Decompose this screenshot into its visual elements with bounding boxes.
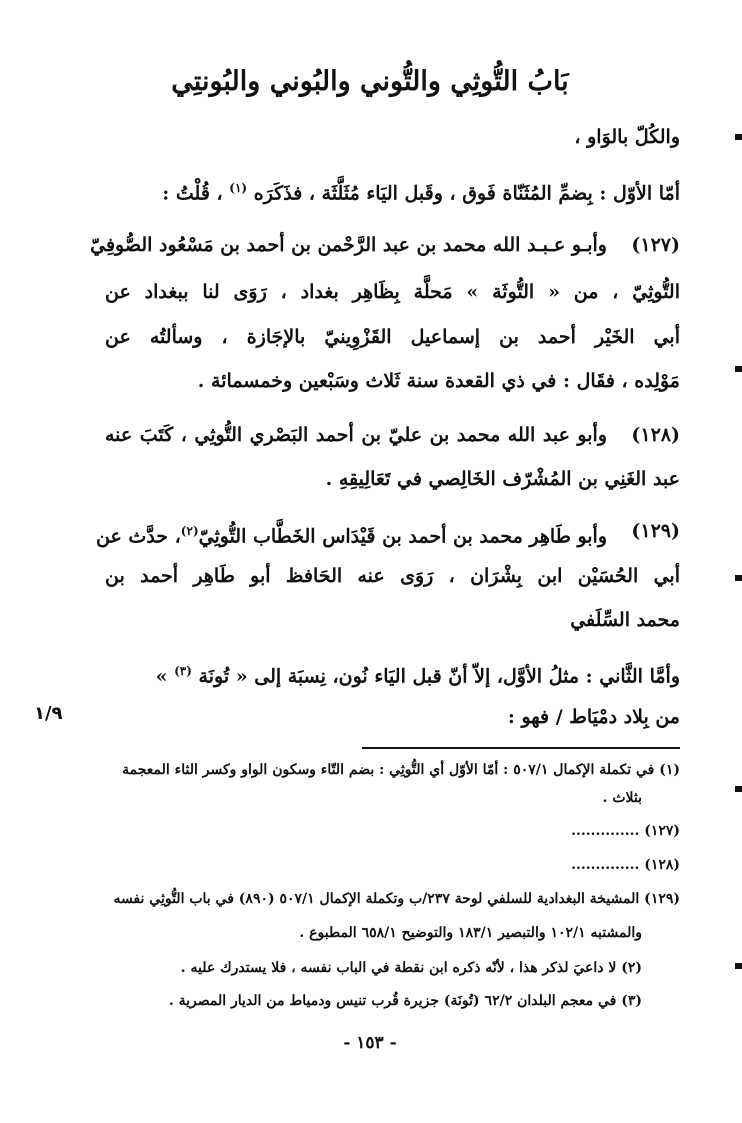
scan-edge-mark xyxy=(735,963,742,969)
entry-number: (١٢٨) xyxy=(631,424,680,446)
footnote-ref-2: (٢) xyxy=(180,524,199,538)
entry-line-end: ، حدَّث عن xyxy=(96,525,181,548)
entry-line: محمد السِّلَفي xyxy=(570,609,680,631)
page-number: - ١٥٣ - xyxy=(343,1033,397,1053)
second-heading-cont: من بِلاد دمْيَاط / فهو : xyxy=(507,706,680,728)
entry-number: (١٢٧) xyxy=(631,234,680,256)
scan-edge-mark xyxy=(735,366,742,372)
entry-line: أبي الخَيْر أحمد بن إسماعيل القَزْوِينيّ بالإجَازة ، وسألتُه عن xyxy=(105,326,680,348)
second-heading-text: وأمَّا الثَّاني : مثلُ الأوَّل، إلاّ أنّ قبل اليَاء نُون، نِسبَة إلى « تُونَة xyxy=(198,665,680,688)
entry-line xyxy=(96,516,607,551)
footnote-3: (٣) في معجم البلدان ٦٢/٢ (تُونَة) جزيرة قُرب تنيس ودمياط من الديار المصرية . xyxy=(168,993,642,1009)
entry-line: التُّوثِيّ ، من « التُّوثَة » مَحلَّة بِظَاهِر بغداد ، رَوَى لنا ببغداد عن xyxy=(105,281,680,303)
footnote-1: (١) في تكملة الإكمال ٥٠٧/١ : أمّا الأوّل أي التُّوثِي : بضم التّاء وسكون الواو وكسر الثاء المعجمة xyxy=(122,762,680,778)
chapter-title: بَابُ التُّوثِي والتُّوني والبُوني والبُونتِي xyxy=(171,66,569,97)
footnote-129: (١٢٩) المشيخة البغدادية للسلفي لوحة ٢٣٧/ب وتكملة الإكمال ٥٠٧/١ (٨٩٠) في باب التُّوثِي نفسه xyxy=(113,891,680,907)
footnote-1-cont: بثلاث . xyxy=(602,790,642,806)
first-heading-text: أمّا الأوّل : بِضمِّ المُثَنّاة فَوق ، وقَبل اليَاء مُثَلَّثَة ، فذَكَرَه xyxy=(253,182,680,205)
footnote-ref-3: (٣) xyxy=(174,664,192,678)
intro-line: والكُلّ بالوَاو ، xyxy=(574,126,680,148)
entry-line: وأبو عبد الله محمد بن عليّ بن أحمد البَصْري التُّوثِي ، كَتَبَ عنه xyxy=(105,424,607,446)
footnote-divider xyxy=(362,747,680,749)
entry-line: عبد الغَنِي بن المُشْرّف الخَالِصي في تَعَالِيقِهِ . xyxy=(325,468,680,490)
first-heading xyxy=(60,173,680,208)
scan-edge-mark xyxy=(735,786,742,792)
footnote-127: (١٢٧) .............. xyxy=(571,823,680,839)
scan-edge-mark xyxy=(735,575,742,581)
first-heading-end: ، قُلْتُ : xyxy=(162,182,223,205)
footnote-128: (١٢٨) .............. xyxy=(571,857,680,873)
entry-line: أبي الحُسَيْن ابن بِشْرَان ، رَوَى عنه الحَافظ أبو طَاهِر أحمد بن xyxy=(105,565,680,587)
entry-line-text: وأبو طَاهِر محمد بن أحمد بن قَيْدَاس الخَطَّاب التُّوثِيّ xyxy=(198,525,607,548)
entry-line: مَوْلِده ، فقَال : في ذي القعدة سنة ثَلاث وسَبْعين وخمسمائة . xyxy=(197,370,680,392)
footnote-ref-1: (١) xyxy=(229,181,248,195)
second-heading xyxy=(60,656,680,691)
manuscript-folio-note: ١/٩ xyxy=(34,703,63,724)
footnote-2: (٢) لا داعيَ لذكر هذا ، لأنّه ذكره ابن نقطة في الباب نفسه ، فلا يستدرك عليه . xyxy=(180,960,642,976)
entry-line: وأبـو عـبـد الله محمد بن عبد الرَّحْمن بن أحمد بن مَسْعُود الصُّوفِيّ xyxy=(90,234,607,256)
second-heading-end: » xyxy=(155,665,168,688)
scan-edge-mark xyxy=(735,134,742,140)
entry-number: (١٢٩) xyxy=(631,520,680,542)
footnote-129-cont: والمشتبه ١٠٢/١ والتبصير ١٨٣/١ والتوضيح ٦٥٨/١ المطبوع . xyxy=(299,925,642,941)
